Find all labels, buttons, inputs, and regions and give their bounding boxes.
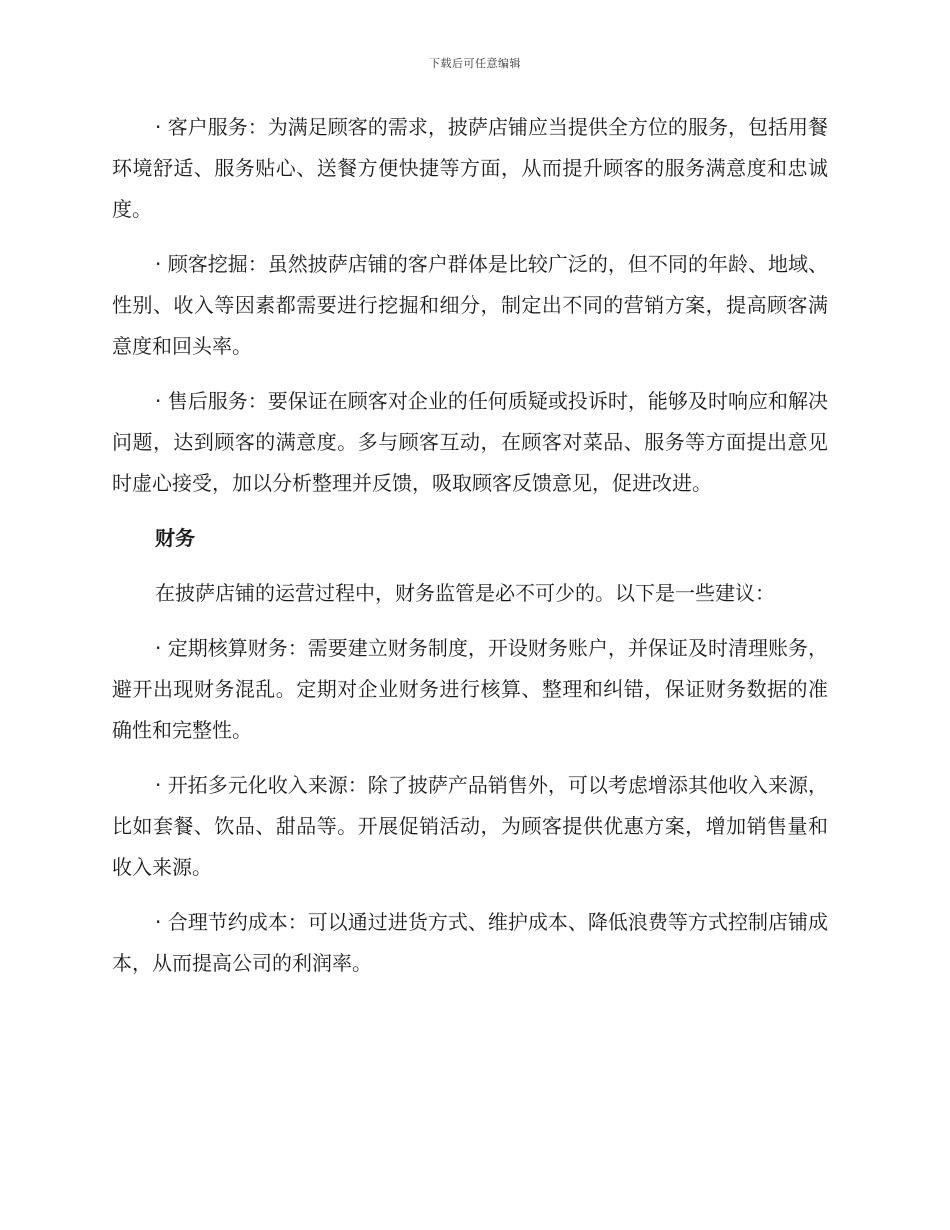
paragraph-customer-service: · 客户服务：为满足顾客的需求，披萨店铺应当提供全方位的服务，包括用餐环境舒适、服务贴心、送餐方便快捷等方面，从而提升顾客的服务满意度和忠诚度。	[112, 115, 828, 221]
paragraph-finance-revenue: · 开拓多元化收入来源：除了披萨产品销售外，可以考虑增添其他收入来源，比如套餐、饮品、甜品等。开展促销活动，为顾客提供优惠方案，增加销售量和收入来源。	[112, 773, 828, 879]
paragraph-finance-cost: · 合理节约成本：可以通过进货方式、维护成本、降低浪费等方式控制店铺成本，从而提高公司的利润率。	[112, 910, 828, 975]
paragraph-finance-accounting: · 定期核算财务：需要建立财务制度，开设财务账户，并保证及时清理账务，避开出现财务混乱。定期对企业财务进行核算、整理和纠错，保证财务数据的准确性和完整性。	[112, 636, 828, 742]
page-header: 下载后可任意编辑	[429, 57, 521, 70]
document-body	[112, 107, 828, 998]
paragraph-after-sales: · 售后服务：要保证在顾客对企业的任何质疑或投诉时，能够及时响应和解决问题，达到顾客的满意度。多与顾客互动，在顾客对菜品、服务等方面提出意见时虚心接受，加以分析整理并反馈，吸取顾客反馈意见，促进改进。	[112, 389, 828, 495]
paragraph-customer-mining: · 顾客挖掘：虽然披萨店铺的客户群体是比较广泛的，但不同的年龄、地域、性别、收入等因素都需要进行挖掘和细分，制定出不同的营销方案，提高顾客满意度和回头率。	[112, 252, 828, 358]
section-heading-finance: 财务	[155, 526, 195, 550]
paragraph-finance-intro: 在披萨店铺的运营过程中，财务监管是必不可少的。以下是一些建议：	[155, 581, 775, 605]
